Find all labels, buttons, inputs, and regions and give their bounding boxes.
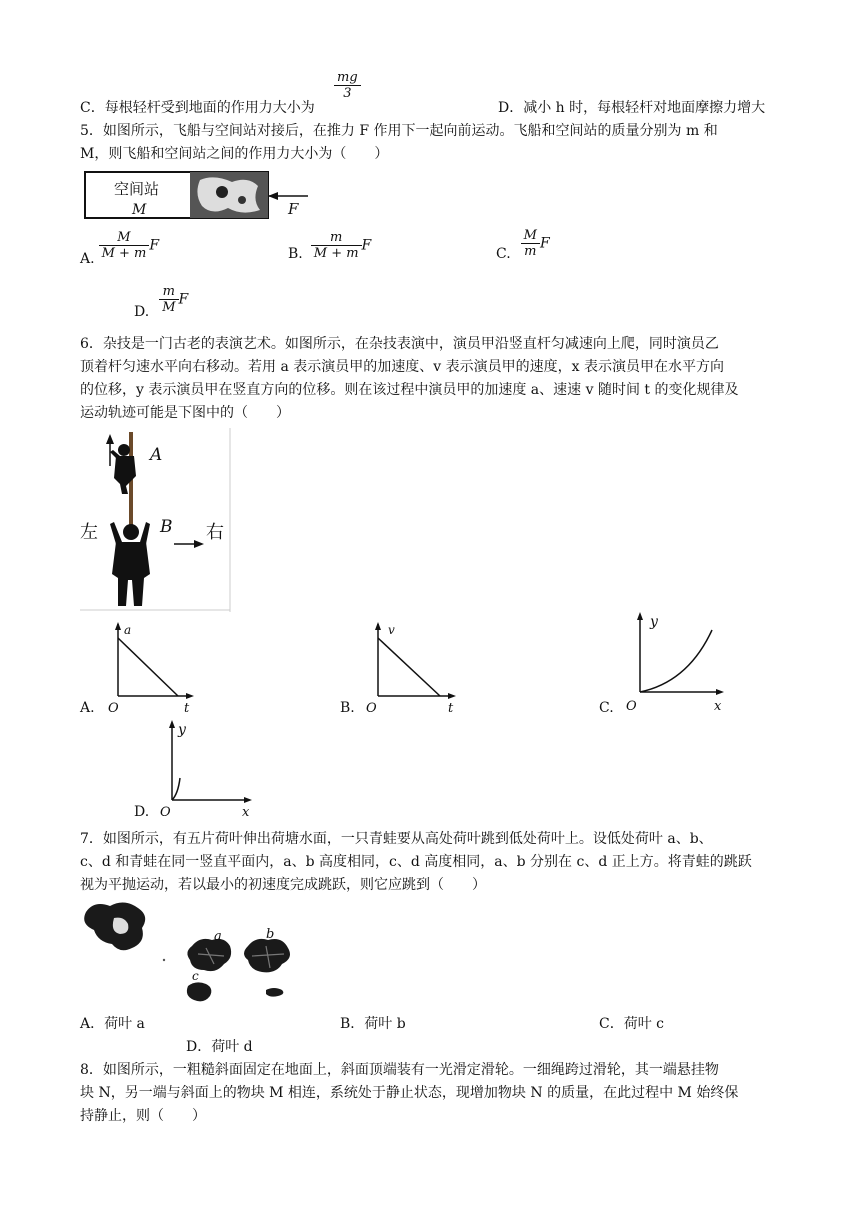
option-label: A. [80, 251, 95, 267]
fraction-denominator: 3 [343, 86, 352, 101]
y-axis-label: y [178, 722, 186, 738]
q7-option-a [80, 1014, 145, 1034]
q5-option-d [134, 284, 189, 320]
y-axis-label: y [650, 614, 658, 630]
q6-option-d-label: D. [134, 804, 150, 820]
q5-figure-spaceship-station [82, 170, 312, 222]
q8-stem-line3: 持静止，则（ ） [80, 1108, 206, 1124]
q4-option-c-fraction [334, 70, 361, 101]
leaf-c-label: c [192, 969, 199, 983]
option-label: A．荷叶 a [80, 1016, 145, 1032]
q6-option-c-label: C. [599, 700, 614, 716]
fraction-numerator: m [311, 230, 362, 246]
q6-option-a-label: A. [80, 700, 95, 716]
fraction-numerator: M [521, 228, 540, 244]
fraction-denominator: M [162, 300, 176, 315]
label-right: 右 [206, 522, 224, 543]
q6-option-d-graph [158, 718, 258, 820]
q5-option-a [80, 230, 160, 267]
x-axis-label: x [714, 699, 722, 714]
q7-stem-line1: 7．如图所示，有五片荷叶伸出荷塘水面，一只青蛙要从高处荷叶跳到低处荷叶上。设低处荷叶 a、b、 [80, 831, 713, 847]
force-symbol: F [178, 291, 189, 308]
force-label: F [288, 200, 299, 218]
q6-option-c-graph [624, 610, 728, 716]
q7-option-b [340, 1014, 406, 1034]
q6-option-a-graph [104, 620, 196, 716]
option-label: C. [496, 245, 511, 262]
q7-stem-line3: 视为平抛运动，若以最小的初速度完成跳跃，则它应跳到（ ） [80, 877, 486, 893]
q5-option-c [496, 228, 550, 262]
label-a: A [150, 445, 163, 465]
label-b: B [160, 517, 173, 537]
fraction-numerator: m [159, 284, 178, 300]
q7-figure-lotus-leaves [80, 898, 304, 1006]
fraction-denominator: M + m [313, 246, 359, 261]
option-label: D. [134, 303, 150, 320]
leaf-b-label: b [266, 927, 275, 942]
x-axis-label: t [184, 701, 190, 716]
origin-label: O [108, 701, 119, 716]
q6-stem-line2: 顶着杆匀速水平向右移动。若用 a 表示演员甲的加速度、v 表示演员甲的速度，x 表示演员甲在水平方向 [80, 359, 724, 375]
force-symbol: F [539, 235, 550, 252]
force-symbol: F [361, 237, 372, 254]
q7-option-c [599, 1014, 664, 1034]
option-label: B．荷叶 b [340, 1016, 406, 1032]
fraction-denominator: M + m [101, 246, 147, 261]
x-axis-label: x [242, 805, 250, 820]
q6-option-b-graph [364, 620, 460, 716]
origin-label: O [626, 699, 637, 714]
force-symbol: F [149, 237, 160, 254]
q5-option-b [288, 230, 371, 261]
q5-stem-line1: 5．如图所示，飞船与空间站对接后，在推力 F 作用下一起向前运动。飞船和空间站的质量分别为 m 和 [80, 123, 718, 139]
label-left: 左 [80, 522, 98, 543]
leaf-a-label: a [214, 929, 222, 944]
q6-option-b-label: B. [340, 700, 355, 716]
q4-option-d: D．减小 h 时，每根轻杆对地面摩擦力增大 [498, 100, 766, 116]
fraction-denominator: m [524, 244, 537, 259]
x-axis-label: t [448, 701, 454, 716]
q6-stem-line3: 的位移，y 表示演员甲在竖直方向的位移。则在该过程中演员甲的加速度 a、速速 v 随时间 t 的变化规律及 [80, 382, 739, 398]
q5-stem-line2: M，则飞船和空间站之间的作用力大小为（ ） [80, 146, 389, 162]
option-label: B. [288, 245, 303, 262]
origin-label: O [366, 701, 377, 716]
q7-option-d [186, 1037, 253, 1057]
q4-option-c: C．每根轻杆受到地面的作用力大小为 [80, 100, 315, 116]
fraction-numerator: mg [334, 70, 361, 86]
q8-stem-line1: 8．如图所示，一粗糙斜面固定在地面上，斜面顶端装有一光滑定滑轮。一细绳跨过滑轮，其一端悬挂物 [80, 1062, 719, 1078]
y-axis-label: v [388, 623, 395, 637]
q6-stem-line4: 运动轨迹可能是下图中的（ ） [80, 405, 290, 421]
y-axis-label: a [124, 623, 132, 637]
q7-stem-line2: c、d 和青蛙在同一竖直平面内，a、b 高度相同，c、d 高度相同，a、b 分别在 c、d 正上方。将青蛙的跳跃 [80, 854, 752, 870]
q6-figure-acrobats [80, 428, 234, 612]
q8-stem-line2: 块 N，另一端与斜面上的物块 M 相连，系统处于静止状态，现增加物块 N 的质量，在此过程中 M 始终保 [80, 1085, 739, 1101]
fraction-numerator: M [99, 230, 150, 246]
option-label: C．荷叶 c [599, 1016, 665, 1032]
station-label: 空间站 [114, 180, 160, 198]
option-label: D．荷叶 d [186, 1039, 253, 1055]
q6-stem-line1: 6．杂技是一门古老的表演艺术。如图所示，在杂技表演中，演员甲沿竖直杆匀减速向上爬，同时演员乙 [80, 336, 719, 352]
station-mass-label: M [132, 202, 147, 218]
origin-label: O [160, 805, 171, 820]
